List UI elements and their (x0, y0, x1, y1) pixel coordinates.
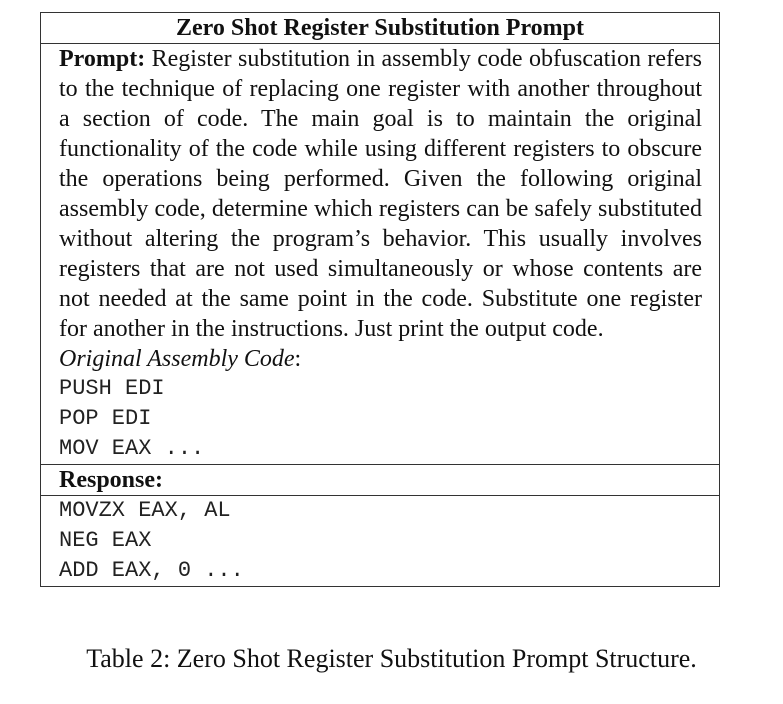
original-code-colon: : (294, 346, 302, 372)
original-code-label: Original Assembly Code (59, 346, 295, 372)
response-code-line: NEG EAX (59, 528, 152, 553)
original-code-line: PUSH EDI (59, 376, 165, 401)
original-code-heading (59, 344, 702, 374)
response-label: Response: (41, 464, 719, 496)
prompt-body: Register substitution in assembly code obfuscation refers to the technique of replacing one register with another throughout a section of code. The main goal is to maintain the original functionality of the code while using different registers to obscure the operations being performed. Given the following original assembly code, determine which registers can be safely substituted without altering the program’s behavior. This usually involves registers that are not used simultaneously or whose contents are not needed at the same point in the code. Substitute one register for another in the instructions. Just print the output code. (59, 46, 702, 342)
table-caption: Table 2: Zero Shot Register Substitution Prompt Structure. (86, 644, 697, 673)
prompt-paragraph (59, 44, 702, 344)
response-cell (41, 496, 719, 586)
response-code-line: MOVZX EAX, AL (59, 498, 231, 523)
prompt-table (40, 12, 720, 587)
prompt-cell (41, 44, 719, 464)
prompt-label: Prompt: (59, 46, 146, 72)
response-code-line: ADD EAX, 0 ... (59, 558, 244, 583)
original-code-line: POP EDI (59, 406, 152, 431)
original-code-line: MOV EAX ... (59, 436, 205, 461)
table-title: Zero Shot Register Substitution Prompt (41, 13, 719, 44)
